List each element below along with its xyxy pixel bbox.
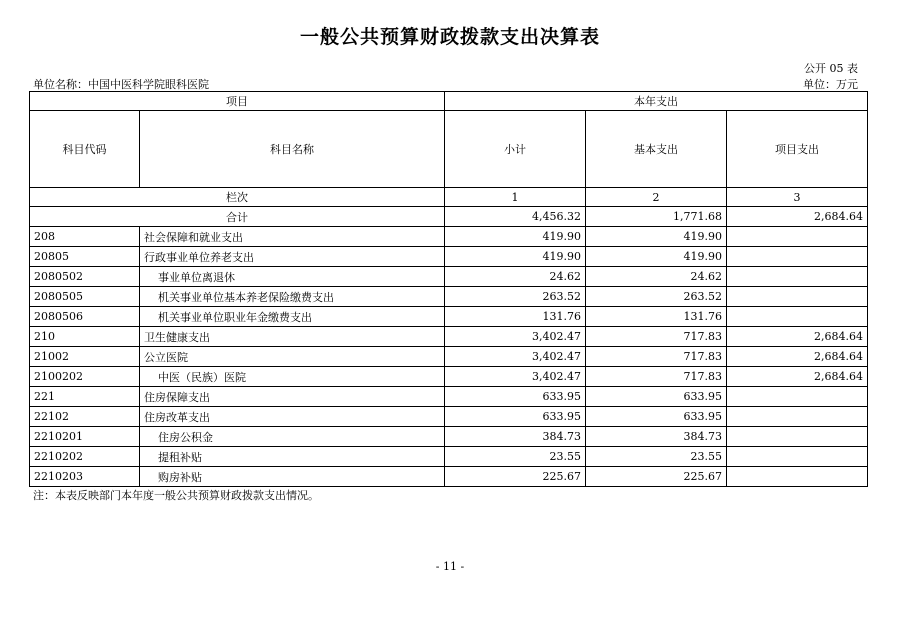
row-project	[727, 267, 868, 287]
header-code: 科目代码	[30, 111, 140, 188]
row-basic: 225.67	[586, 467, 727, 487]
table-row	[30, 347, 868, 367]
index-col-2: 2	[586, 188, 727, 207]
table-row	[30, 367, 868, 387]
row-code: 2210203	[30, 467, 140, 487]
header-row-2	[30, 111, 868, 188]
row-name: 机关事业单位职业年金缴费支出	[140, 307, 445, 327]
header-project-expense: 项目支出	[727, 111, 868, 188]
row-name: 住房改革支出	[140, 407, 445, 427]
row-basic: 263.52	[586, 287, 727, 307]
row-code: 210	[30, 327, 140, 347]
row-code: 20805	[30, 247, 140, 267]
page-title: 一般公共预算财政拨款支出决算表	[299, 26, 600, 48]
row-basic: 717.83	[586, 327, 727, 347]
row-code: 2210201	[30, 427, 140, 447]
row-basic: 717.83	[586, 367, 727, 387]
row-subtotal: 225.67	[445, 467, 586, 487]
row-subtotal: 419.90	[445, 227, 586, 247]
header-basic: 基本支出	[586, 111, 727, 188]
row-code: 2080502	[30, 267, 140, 287]
row-basic: 419.90	[586, 247, 727, 267]
row-project	[727, 447, 868, 467]
row-subtotal: 3,402.47	[445, 367, 586, 387]
row-name: 住房公积金	[140, 427, 445, 447]
row-basic: 23.55	[586, 447, 727, 467]
row-subtotal: 263.52	[445, 287, 586, 307]
unit-name: 单位名称：中国中医科学院眼科医院	[33, 78, 209, 91]
index-col-1: 1	[445, 188, 586, 207]
footnote: 注：本表反映部门本年度一般公共预算财政拨款支出情况。	[33, 489, 319, 502]
row-project: 2,684.64	[727, 327, 868, 347]
row-code: 22102	[30, 407, 140, 427]
row-code: 2210202	[30, 447, 140, 467]
page-number: - 11 -	[435, 560, 465, 573]
row-name: 提租补贴	[140, 447, 445, 467]
row-name: 中医（民族）医院	[140, 367, 445, 387]
row-subtotal: 24.62	[445, 267, 586, 287]
row-project	[727, 467, 868, 487]
index-label: 栏次	[30, 188, 445, 207]
row-subtotal: 23.55	[445, 447, 586, 467]
row-basic: 384.73	[586, 427, 727, 447]
header-name: 科目名称	[140, 111, 445, 188]
row-basic: 633.95	[586, 387, 727, 407]
index-col-3: 3	[727, 188, 868, 207]
table-row	[30, 407, 868, 427]
total-basic: 1,771.68	[586, 207, 727, 227]
form-code: 公开 05 表	[804, 62, 858, 75]
expenditure-table	[29, 91, 868, 487]
row-name: 公立医院	[140, 347, 445, 367]
row-name: 住房保障支出	[140, 387, 445, 407]
header-subtotal: 小计	[445, 111, 586, 188]
currency-unit: 单位：万元	[803, 78, 858, 91]
row-basic: 717.83	[586, 347, 727, 367]
row-project	[727, 227, 868, 247]
row-subtotal: 3,402.47	[445, 327, 586, 347]
table-row	[30, 267, 868, 287]
row-subtotal: 384.73	[445, 427, 586, 447]
table-row	[30, 447, 868, 467]
total-project: 2,684.64	[727, 207, 868, 227]
table-row	[30, 287, 868, 307]
row-project	[727, 287, 868, 307]
total-row	[30, 207, 868, 227]
row-code: 221	[30, 387, 140, 407]
row-name: 事业单位离退休	[140, 267, 445, 287]
table-row	[30, 387, 868, 407]
header-annual-expense: 本年支出	[445, 92, 868, 111]
total-label: 合计	[30, 207, 445, 227]
row-project	[727, 247, 868, 267]
row-name: 社会保障和就业支出	[140, 227, 445, 247]
row-name: 购房补贴	[140, 467, 445, 487]
row-project	[727, 307, 868, 327]
index-row	[30, 188, 868, 207]
row-code: 208	[30, 227, 140, 247]
table-row	[30, 467, 868, 487]
row-subtotal: 419.90	[445, 247, 586, 267]
row-project	[727, 387, 868, 407]
table-row	[30, 307, 868, 327]
row-code: 2080506	[30, 307, 140, 327]
total-subtotal: 4,456.32	[445, 207, 586, 227]
row-subtotal: 633.95	[445, 387, 586, 407]
table-row	[30, 427, 868, 447]
row-project	[727, 427, 868, 447]
row-code: 2080505	[30, 287, 140, 307]
row-basic: 419.90	[586, 227, 727, 247]
row-project	[727, 407, 868, 427]
header-project: 项目	[30, 92, 445, 111]
row-code: 2100202	[30, 367, 140, 387]
row-basic: 24.62	[586, 267, 727, 287]
row-subtotal: 131.76	[445, 307, 586, 327]
row-project: 2,684.64	[727, 367, 868, 387]
row-name: 行政事业单位养老支出	[140, 247, 445, 267]
row-project: 2,684.64	[727, 347, 868, 367]
row-basic: 633.95	[586, 407, 727, 427]
table-row	[30, 327, 868, 347]
row-name: 卫生健康支出	[140, 327, 445, 347]
row-basic: 131.76	[586, 307, 727, 327]
table-row	[30, 247, 868, 267]
row-subtotal: 3,402.47	[445, 347, 586, 367]
row-code: 21002	[30, 347, 140, 367]
row-name: 机关事业单位基本养老保险缴费支出	[140, 287, 445, 307]
row-subtotal: 633.95	[445, 407, 586, 427]
table-row	[30, 227, 868, 247]
header-row-1	[30, 92, 868, 111]
